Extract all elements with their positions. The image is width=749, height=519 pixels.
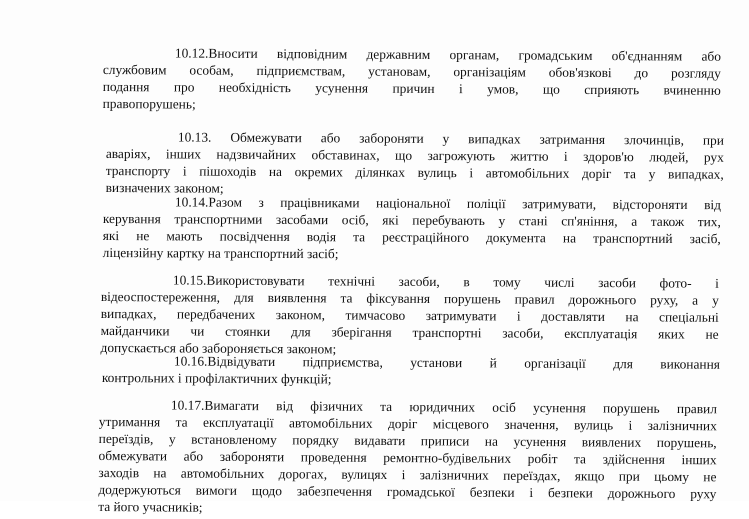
text-line: майданчики чи стоянки для зберігання транспортні засоби, експлуатація яких не xyxy=(100,322,719,342)
text-line: випадках, передбачених законом, тимчасово затримувати і доставляти на спеціальні xyxy=(100,305,719,325)
text-line: визначених законом; xyxy=(105,179,224,196)
text-line: відеоспостереження, для виявлення та фіксування порушень правил дорожнього руху, а у xyxy=(100,288,719,308)
text-line: контрольних і профілактичних функцій; xyxy=(101,369,332,387)
text-line: 10.15.Використовувати технічні засоби, в тому числі засоби фото- і xyxy=(172,272,719,291)
paragraph-10-14 xyxy=(103,193,721,264)
text-line: ліцензійну картку на транспортний засіб; xyxy=(102,244,339,262)
text-line: допускається або забороняється законом; xyxy=(100,339,337,357)
text-line: подання про необхідність усунення причин і умов, що сприяють вчиненню xyxy=(102,78,721,98)
paragraph-10-13 xyxy=(106,128,724,200)
text-line: утримання та експлуатації автомобільних доріг місцевого значення, вулиць і залізничних xyxy=(98,413,717,434)
text-line: які не мають посвідчення водія та реєстраційного документа на транспортний засіб, xyxy=(102,227,721,247)
text-line: 10.12.Вносити відповідним державним органам, громадським об'єднанням або xyxy=(174,45,721,64)
text-line: транспорту і пішоходів на окремих ділянках вулиць і автомобільних доріг та у випадках, xyxy=(105,162,724,182)
text-line: додержуються вимоги щодо забезпечення громадської безпеки і безпеки дорожнього руху xyxy=(98,481,717,502)
text-line: 10.16.Відвідувати підприємства, установи й організації для виконання xyxy=(173,353,720,372)
text-line: 10.14.Разом з працівниками національної поліції затримувати, відстороняти від xyxy=(174,194,721,213)
paragraph-10-16 xyxy=(102,352,720,390)
text-line: та його учасників; xyxy=(98,498,203,515)
text-line: 10.17.Вимагати від фізичних та юридичних осіб усунення порушень правил xyxy=(170,397,717,417)
text-line: правопорушень; xyxy=(102,95,196,112)
text-line: аваріях, інших надзвичайних обставинах, що загрожують життю і здоров'ю людей, рух xyxy=(105,145,724,165)
text-line: обмежувати або забороняти проведення ремонтно-будівельних робіт та здійснення інших xyxy=(98,447,717,468)
text-line: переїздів, у встановленому порядку видавати приписи на усунення виявлених порушень, xyxy=(98,430,717,451)
paragraph-10-12 xyxy=(103,44,721,116)
text-line: керування транспортними засобами осіб, які перебувають у стані сп'яніння, а також тих, xyxy=(102,210,721,230)
text-line: заходів на автомобільних дорогах, вулицях і залізничних переїздах, якщо при цьому не xyxy=(98,464,717,485)
paragraph-10-15 xyxy=(100,271,719,360)
text-line: службовим особам, підприємствам, установам, організаціям обов'язкові до розгляду xyxy=(102,61,721,81)
text-line: 10.13. Обмежувати або забороняти у випадках затримання злочинців, при xyxy=(177,129,724,148)
